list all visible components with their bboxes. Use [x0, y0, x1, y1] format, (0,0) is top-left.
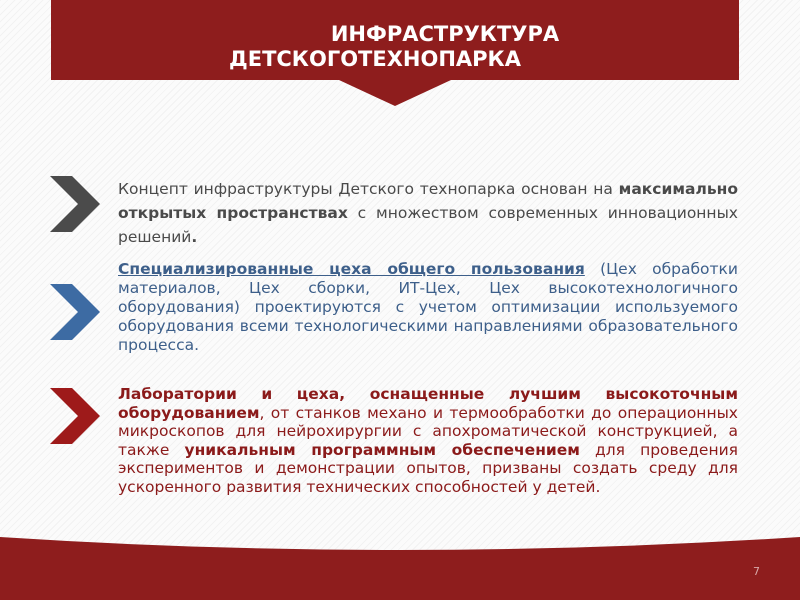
footer-band — [0, 537, 800, 600]
paragraph-laboratories — [118, 385, 738, 496]
page-title — [51, 22, 739, 72]
paragraph-emphasis: Специализированные цеха общего пользования — [118, 260, 585, 278]
chevron-right-icon-blue — [50, 284, 100, 340]
paragraph-emphasis: уникальным программным обеспечением — [184, 440, 580, 459]
paragraph-emphasis: максимально открытых пространствах — [118, 180, 738, 222]
title-line-1: ИНФРАСТРУКТУРА — [330, 22, 560, 46]
paragraph-emphasis: Лаборатории и цеха, оснащенные лучшим высокоточным оборудованием — [118, 385, 738, 422]
title-line-2: ДЕТСКОГОТЕХНОПАРКА — [229, 47, 521, 71]
title-banner — [51, 0, 739, 106]
chevron-right-icon-gray — [50, 176, 100, 232]
paragraph-workshops — [118, 260, 738, 355]
page-number: 7 — [753, 565, 760, 578]
paragraph-period: . — [191, 228, 198, 246]
paragraph-text: Концепт инфраструктуры Детского технопарка основан на — [118, 180, 619, 198]
paragraph-text: (Цех обработки материалов, Цех сборки, ИТ-Цех, Цех высокотехнологичного оборудования) проектируются с учетом оптимизации используемого оборудования всеми технологическими направлениями образовательного процесса. — [118, 260, 738, 354]
chevron-right-icon-red — [50, 388, 100, 444]
paragraph-text: с множеством современных инновационных решений — [118, 204, 738, 246]
paragraph-text: , от станков механо и термообработки до операционных микроскопов для нейрохирургии с апохроматической конструкцией, а также — [118, 403, 738, 459]
paragraph-text: для проведения экспериментов и демонстрации опытов, призваны создать среду для ускоренного развития технических способностей у детей. — [118, 440, 738, 496]
paragraph-concept — [118, 177, 738, 249]
